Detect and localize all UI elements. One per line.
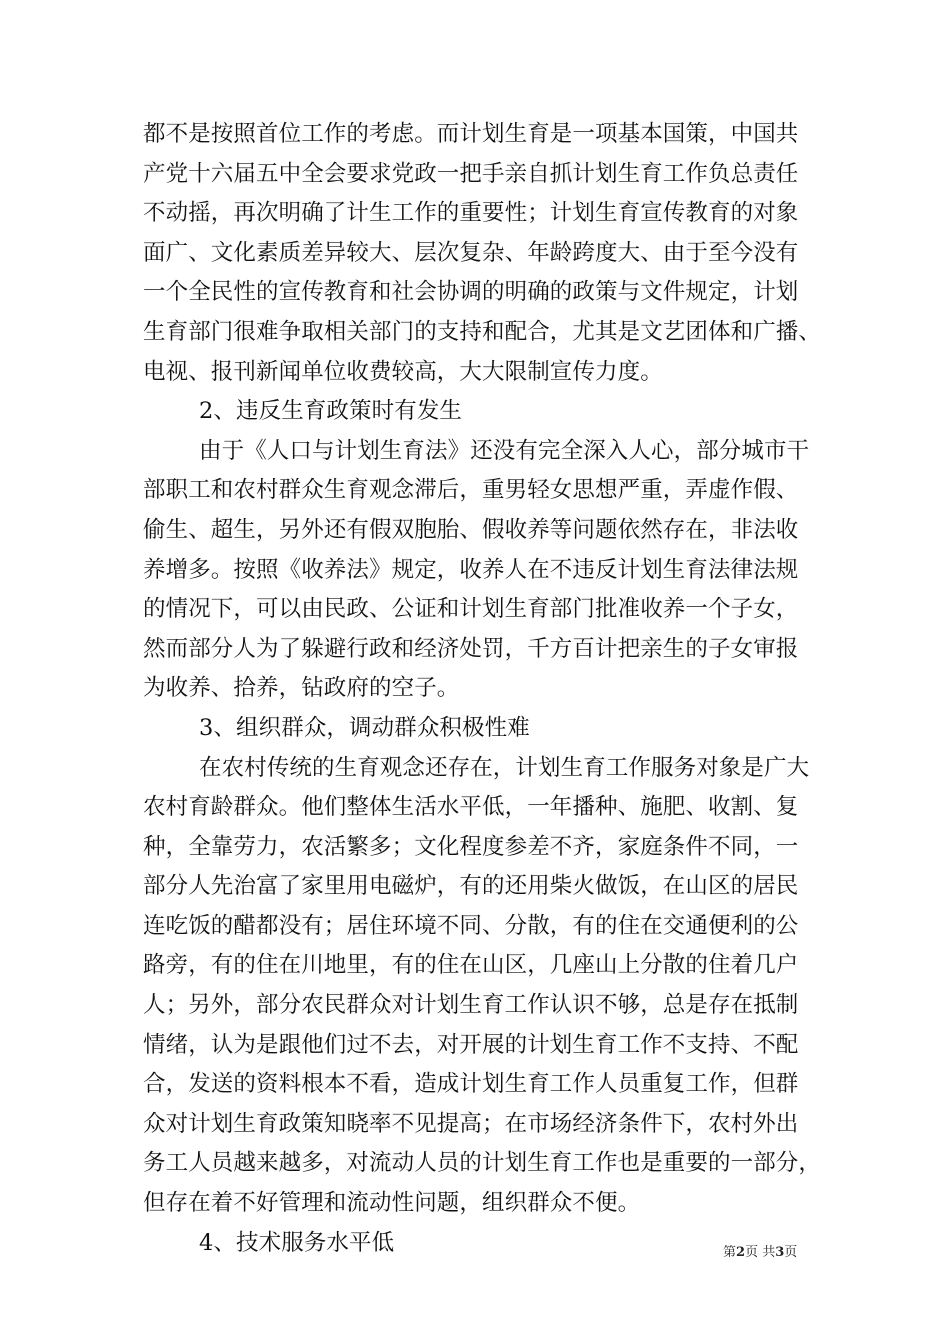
- text-line: 路旁，有的住在川地里，有的住在山区，几座山上分散的住着几户: [143, 952, 799, 979]
- text-line: 的情况下，可以由民政、公证和计划生育部门批准收养一个子女，: [143, 596, 799, 623]
- page-footer: [723, 1244, 797, 1262]
- footer-prefix: 第: [723, 1245, 737, 1260]
- text-line: 为收养、拾养，钻政府的空子。: [143, 675, 460, 702]
- footer-middle: 页 共: [745, 1245, 776, 1260]
- section-heading: 3、组织群众，调动群众积极性难: [199, 714, 530, 741]
- body-text: [143, 115, 822, 1263]
- text-line: 农村育龄群众。他们整体生活水平低，一年播种、施肥、收割、复: [143, 794, 799, 821]
- footer-suffix: 页: [784, 1245, 798, 1260]
- section-heading: 4、技术服务水平低: [199, 1229, 395, 1256]
- text-line: 情绪，认为是跟他们过不去，对开展的计划生育工作不支持、不配: [143, 1031, 799, 1058]
- text-line: 部职工和农村群众生育观念滞后，重男轻女思想严重，弄虚作假、: [143, 477, 799, 504]
- text-line: 务工人员越来越多，对流动人员的计划生育工作也是重要的一部分，: [143, 1150, 822, 1177]
- paragraph-first-line: 在农村传统的生育观念还存在，计划生育工作服务对象是广大: [199, 754, 810, 781]
- text-line: 一个全民性的宣传教育和社会协调的明确的政策与文件规定，计划: [143, 279, 799, 306]
- text-line: 但存在着不好管理和流动性问题，组织群众不便。: [143, 1190, 641, 1217]
- total-pages-number: 3: [775, 1245, 785, 1260]
- text-line: 部分人先治富了家里用电磁炉，有的还用柴火做饭，在山区的居民: [143, 873, 799, 900]
- current-page-number: 2: [736, 1245, 746, 1260]
- text-line: 连吃饭的醋都没有；居住环境不同、分散，有的住在交通便利的公: [143, 912, 799, 939]
- text-line: 电视、报刊新闻单位收费较高，大大限制宣传力度。: [143, 358, 663, 385]
- text-line: 不动摇，再次明确了计生工作的重要性；计划生育宣传教育的对象: [143, 200, 799, 227]
- text-line: 都不是按照首位工作的考虑。而计划生育是一项基本国策，中国共: [143, 121, 799, 147]
- paragraph-first-line: 由于《人口与计划生育法》还没有完全深入人心，部分城市干: [199, 437, 810, 464]
- text-line: 合，发送的资料根本不看，造成计划生育工作人员重复工作，但群: [143, 1071, 799, 1098]
- text-line: 偷生、超生，另外还有假双胞胎、假收养等问题依然存在，非法收: [143, 516, 799, 543]
- text-line: 众对计划生育政策知晓率不见提高；在市场经济条件下，农村外出: [143, 1110, 799, 1137]
- text-line: 生育部门很难争取相关部门的支持和配合，尤其是文艺团体和广播、: [143, 318, 822, 345]
- text-line: 然而部分人为了躲避行政和经济处罚，千方百计把亲生的子女审报: [143, 635, 799, 662]
- text-line: 产党十六届五中全会要求党政一把手亲自抓计划生育工作负总责任: [143, 160, 799, 187]
- text-line: 面广、文化素质差异较大、层次复杂、年龄跨度大、由于至今没有: [143, 239, 799, 266]
- section-heading: 2、违反生育政策时有发生: [199, 398, 463, 425]
- text-line: 人；另外，部分农民群众对计划生育工作认识不够，总是存在抵制: [143, 992, 799, 1019]
- text-line: 种，全靠劳力，农活繁多；文化程度参差不齐，家庭条件不同，一: [143, 833, 799, 860]
- text-line: 养增多。按照《收养法》规定，收养人在不违反计划生育法律法规: [143, 556, 799, 583]
